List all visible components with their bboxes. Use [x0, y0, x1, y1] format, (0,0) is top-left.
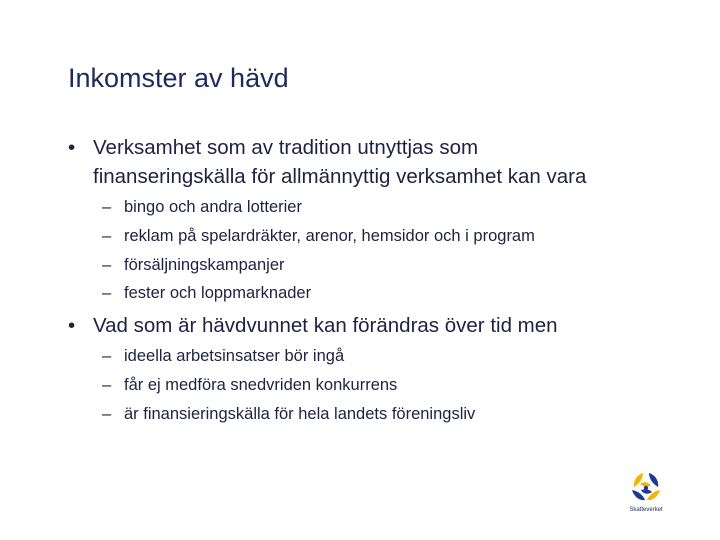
dash-marker: –: [102, 227, 112, 245]
slide-title: Inkomster av hävd: [68, 63, 289, 93]
logo-wordmark: Skatteverket: [629, 507, 663, 513]
sub-item-text: bingo och andra lotterier: [124, 198, 302, 216]
sub-item-text: ideella arbetsinsatser bör ingå: [124, 347, 345, 365]
sub-item-text: fester och loppmarknader: [124, 284, 312, 302]
bullet-text: Verksamhet som av tradition utnyttjas som: [93, 136, 479, 159]
sub-item-text: får ej medföra snedvriden konkurrens: [124, 376, 398, 394]
dash-marker: –: [102, 376, 112, 394]
bullet-text: finanseringskälla för allmännyttig verksamhet kan vara: [93, 165, 587, 188]
skatteverket-logo: [622, 470, 670, 520]
sub-item-text: reklam på spelardräkter, arenor, hemsidor och i program: [124, 227, 535, 245]
sub-item-text: är finansieringskälla för hela landets föreningsliv: [124, 405, 476, 423]
dash-marker: –: [102, 198, 112, 216]
dash-marker: –: [102, 347, 112, 365]
dash-marker: –: [102, 256, 112, 274]
bullet-marker: •: [68, 136, 76, 159]
bullet-text: Vad som är hävdvunnet kan förändras över tid men: [93, 314, 558, 337]
dash-marker: –: [102, 284, 112, 302]
sub-item-text: försäljningskampanjer: [124, 256, 285, 274]
bullet-marker: •: [68, 314, 76, 337]
logo-emblem-icon: [622, 470, 670, 508]
dash-marker: –: [102, 405, 112, 423]
